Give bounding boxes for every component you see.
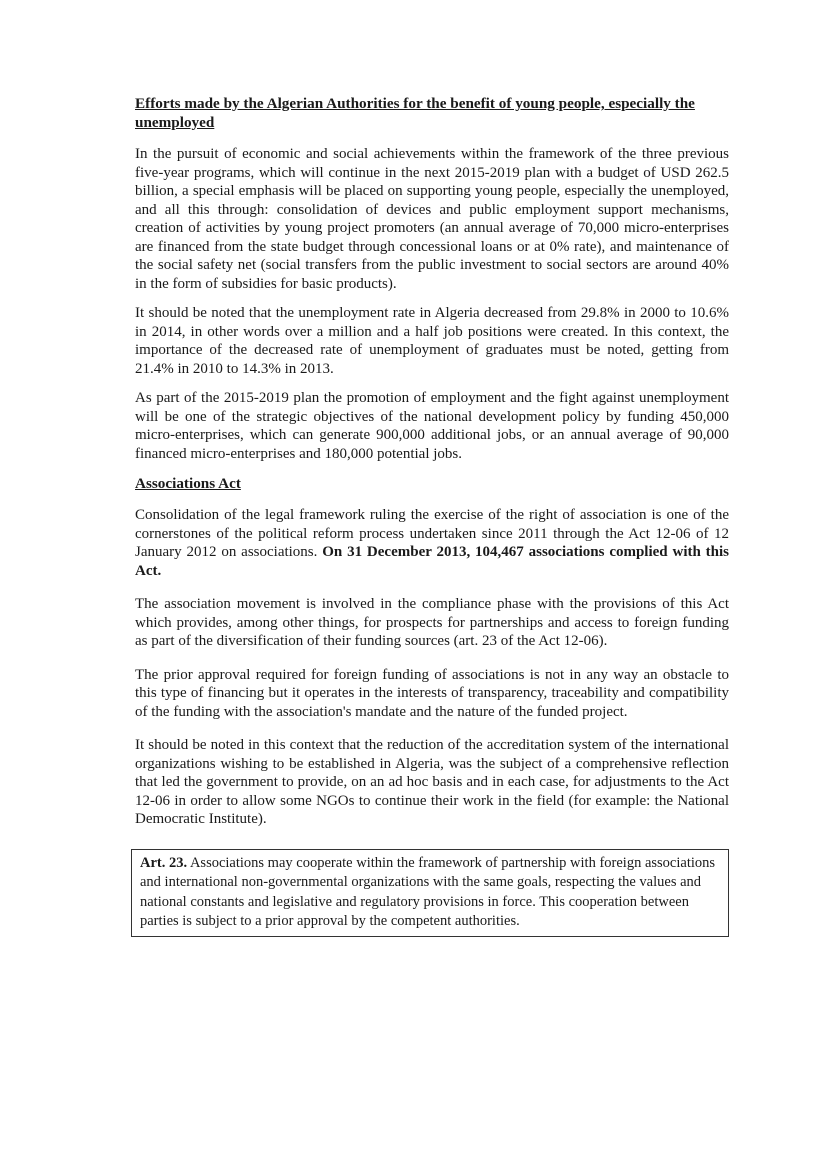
paragraph-plan-2015-2019: As part of the 2015-2019 plan the promotion of employment and the fight against unemployment will be one of the strategic objectives of the national development policy by funding 450,000 micro-enterprises, which can generate 900,000 additional jobs, or an annual average of 90,000 financed micro-enterprises and 180,000 potential jobs. [135,390,729,462]
paragraph-association-movement: The association movement is involved in the compliance phase with the provisions of this Act which provides, among other things, for prospects for partnerships and access to foreign funding as part of the diversification of their funding sources (art. 23 of the Act 12-06). [135,596,729,649]
associations-complied-highlight: On 31 December 2013, 104,467 associations complied with this Act. [135,544,729,579]
section-heading-associations-act: Associations Act [135,475,241,492]
paragraph-accreditation-system: It should be noted in this context that the reduction of the accreditation system of the international organizations wishing to be established in Algeria, was the subject of a comprehensive reflection that led the government to provide, on an ad hoc basis and in each case, for adjustments to the Act 12-06 in order to allow some NGOs to continue their work in the field (for example: the National Democratic Institute). [135,737,729,827]
article-23-label: Art. 23. [140,854,188,871]
legal-framework-text: Consolidation of the legal framework ruling the exercise of the right of association is one of the cornerstones of the political reform process undertaken since 2011 through the Act 12-06 of 12 January 2012 on associations. [135,507,729,560]
article-23-box [131,849,729,937]
section-heading-efforts: Efforts made by the Algerian Authorities for the benefit of young people, especially the unemployed [135,95,695,131]
paragraph-prior-approval: The prior approval required for foreign funding of associations is not in any way an obstacle to this type of financing but it operates in the interests of transparency, traceability and compatibility of the funding with the association's mandate and the nature of the funded project. [135,666,729,720]
paragraph-legal-framework [135,506,729,580]
paragraph-unemployment-rate: It should be noted that the unemployment rate in Algeria decreased from 29.8% in 2000 to 10.6% in 2014, in other words over a million and a half job positions were created. In this context, the importance of the decreased rate of unemployment of graduates must be noted, getting from 21.4% in 2010 to 14.3% in 2013. [135,305,729,377]
article-23-text: Associations may cooperate within the framework of partnership with foreign associations and international non-governmental organizations with the same goals, respecting the values and national constants and legislative and regulatory provisions in force. This cooperation between parties is subject to a prior approval by the competent authorities. [140,854,716,929]
paragraph-economic-achievements: In the pursuit of economic and social achievements within the framework of the three previous five-year programs, which will continue in the next 2015-2019 plan with a budget of USD 262.5 billion, a special emphasis will be placed on supporting young people, especially the unemployed, and all this through: consolidation of devices and public employment support mechanisms, creation of activities by young project promoters (an annual average of 70,000 micro-enterprises are financed from the state budget through concessional loans or at 0% rate), and maintenance of the social safety net (social transfers from the public investment to social sectors are around 40% in the form of subsidies for basic products). [135,146,729,292]
